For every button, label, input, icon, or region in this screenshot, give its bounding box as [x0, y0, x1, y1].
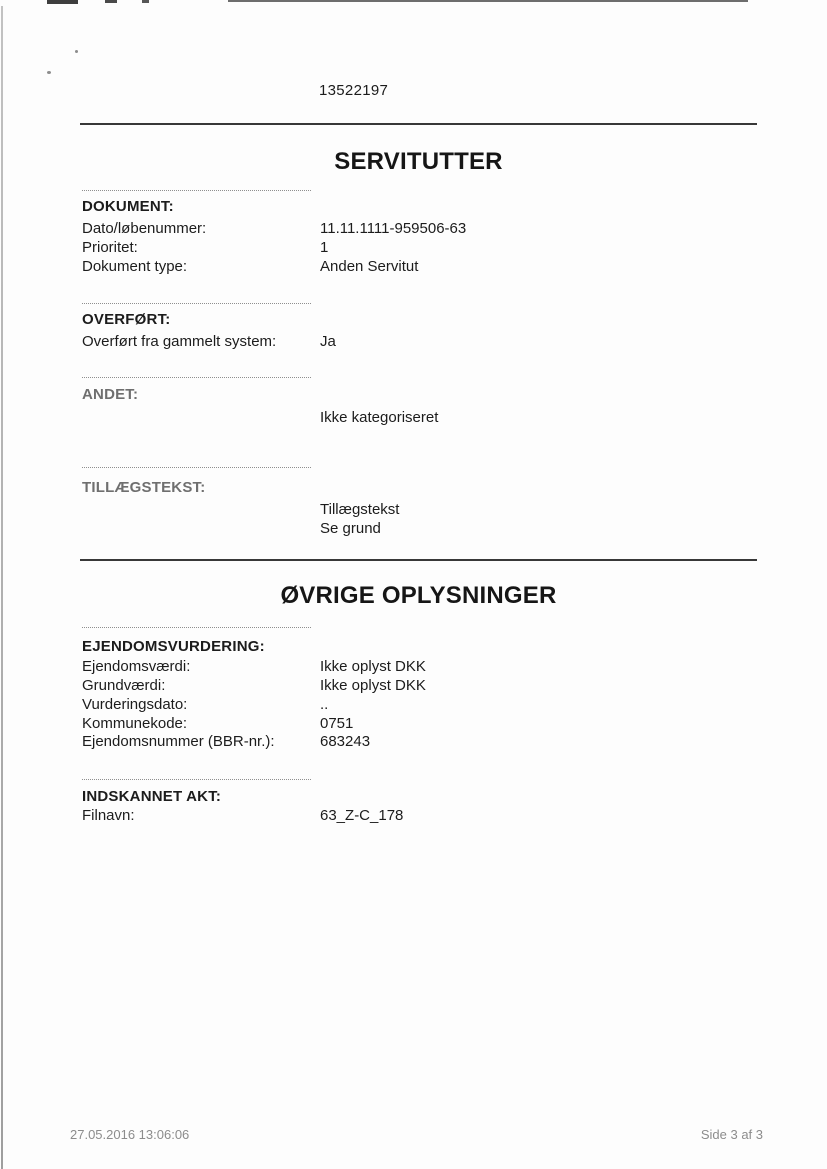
- dokument-heading: DOKUMENT:: [82, 198, 174, 215]
- horizontal-rule-middle: [80, 559, 757, 561]
- field-value: 1: [320, 239, 329, 256]
- scan-speck: [75, 50, 78, 53]
- scan-artifact-top: [142, 0, 149, 3]
- document-number: 13522197: [319, 82, 389, 99]
- field-value: 683243: [320, 733, 371, 750]
- field-label: Kommunekode:: [82, 715, 188, 732]
- scan-artifact-top: [228, 0, 748, 2]
- ejendomsvurdering-heading: EJENDOMSVURDERING:: [82, 638, 265, 655]
- field-value: Se grund: [320, 520, 381, 537]
- servitutter-title: SERVITUTTER: [334, 148, 503, 175]
- field-value: Ikke oplyst DKK: [320, 677, 426, 694]
- andet-heading: ANDET:: [82, 386, 139, 403]
- field-row: [82, 733, 722, 750]
- tillaegstekst-heading: TILLÆGSTEKST:: [82, 479, 206, 496]
- field-row: [82, 696, 722, 713]
- scan-artifact-left-edge: [1, 6, 3, 1169]
- field-row: [82, 239, 722, 256]
- scan-artifact-top: [47, 0, 78, 4]
- field-value: 63_Z-C_178: [320, 807, 404, 824]
- horizontal-rule-top: [80, 123, 757, 125]
- indskannet-akt-heading: INDSKANNET AKT:: [82, 788, 222, 805]
- field-label: Overført fra gammelt system:: [82, 333, 277, 350]
- footer-page-indicator: Side 3 af 3: [700, 1127, 763, 1142]
- field-value: Anden Servitut: [320, 258, 419, 275]
- field-label: Grundværdi:: [82, 677, 166, 694]
- field-label: Dokument type:: [82, 258, 188, 275]
- section-divider: [82, 377, 311, 378]
- field-row: [82, 658, 722, 675]
- field-row: [82, 220, 722, 237]
- scan-speck: [47, 71, 51, 74]
- overfort-heading: OVERFØRT:: [82, 311, 171, 328]
- section-divider: [82, 467, 311, 468]
- ovrige-oplysninger-title: ØVRIGE OPLYSNINGER: [280, 582, 557, 609]
- section-divider: [82, 303, 311, 304]
- field-value: 11.11.1111-959506-63: [320, 220, 467, 237]
- scan-artifact-top: [105, 0, 117, 3]
- section-divider: [82, 779, 311, 780]
- field-row: [82, 258, 722, 275]
- field-value: Ikke kategoriseret: [320, 409, 439, 426]
- field-label: Ejendomsværdi:: [82, 658, 191, 675]
- field-row: [82, 333, 722, 350]
- field-label: Vurderingsdato:: [82, 696, 188, 713]
- field-row: [82, 715, 722, 732]
- section-divider: [82, 190, 311, 191]
- field-value: Ikke oplyst DKK: [320, 658, 426, 675]
- field-row: [82, 677, 722, 694]
- section-divider: [82, 627, 311, 628]
- field-value: Ja: [320, 333, 336, 350]
- field-value: ..: [320, 696, 329, 713]
- field-value: Tillægstekst: [320, 501, 400, 518]
- field-row: [82, 807, 722, 824]
- field-label: Ejendomsnummer (BBR-nr.):: [82, 733, 275, 750]
- field-value: 0751: [320, 715, 354, 732]
- field-label: Prioritet:: [82, 239, 138, 256]
- field-label: Filnavn:: [82, 807, 135, 824]
- footer-timestamp: 27.05.2016 13:06:06: [70, 1127, 190, 1142]
- field-label: Dato/løbenummer:: [82, 220, 207, 237]
